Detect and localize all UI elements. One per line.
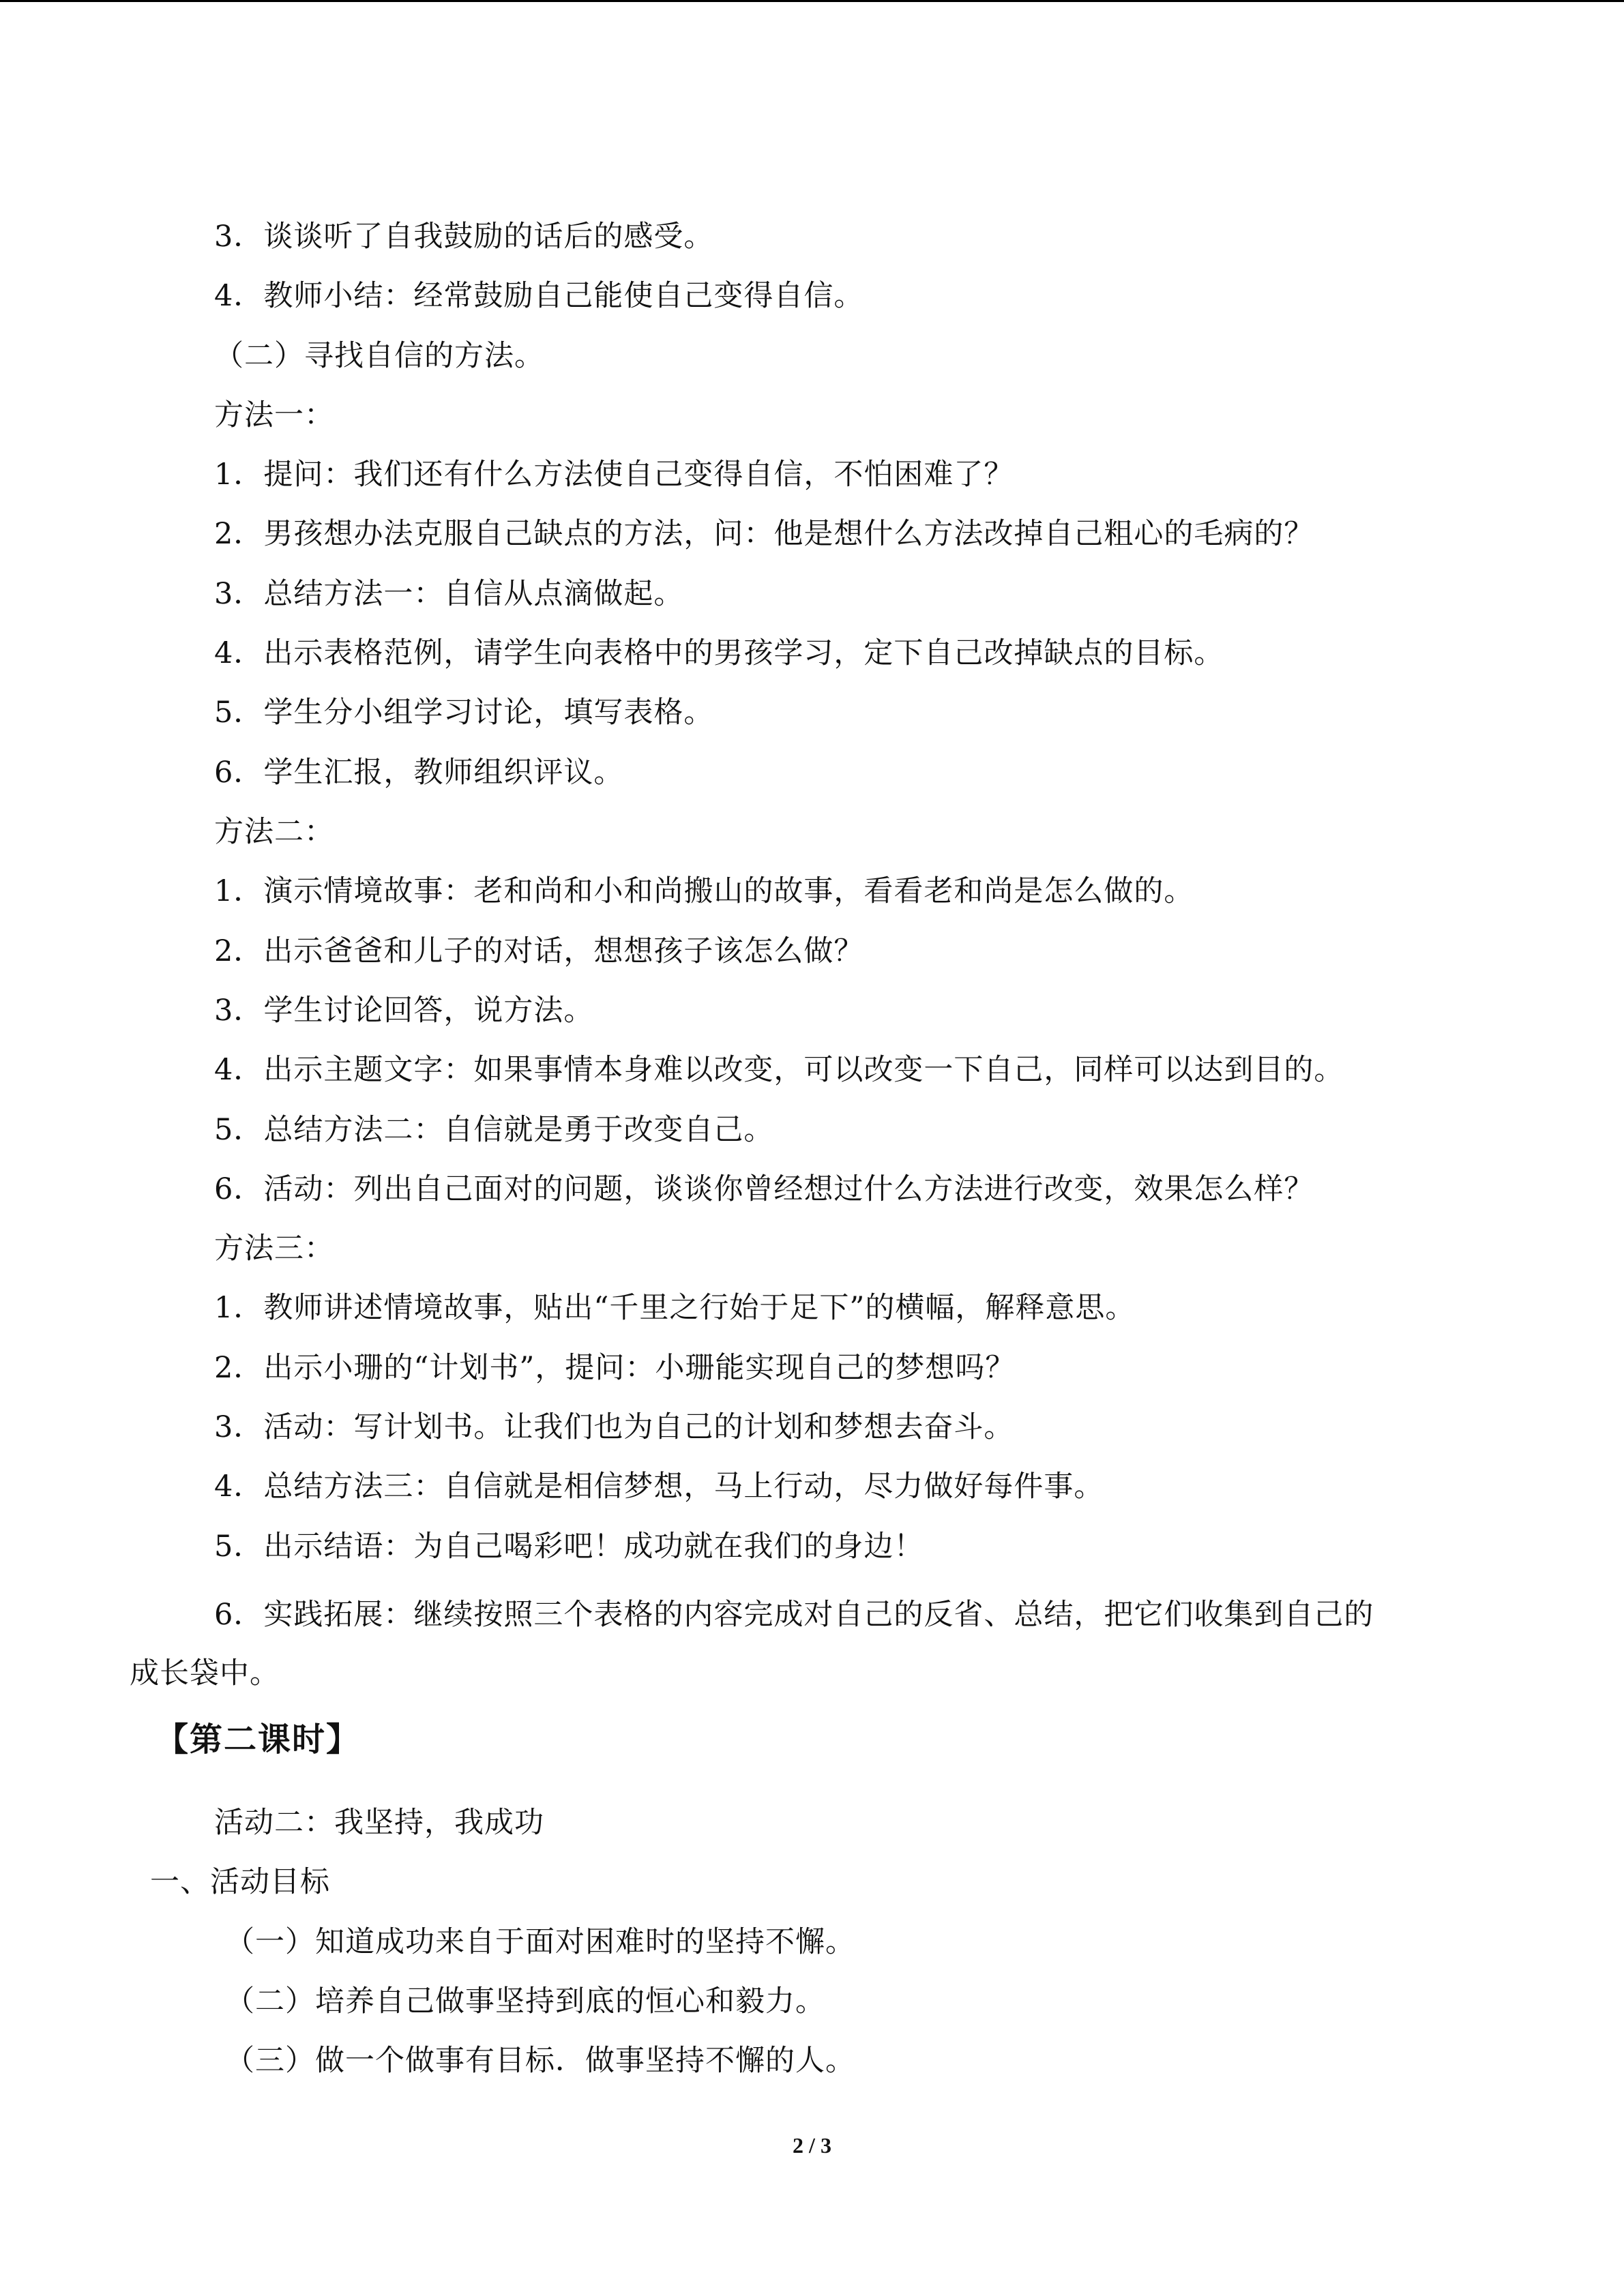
text-line: 6．活动：列出自己面对的问题，谈谈你曾经想过什么方法进行改变，效果怎么样？ (214, 1172, 1314, 1206)
goals-heading: 一、活动目标 (150, 1865, 330, 1899)
text-line: 3．活动：写计划书。让我们也为自己的计划和梦想去奋斗。 (214, 1410, 1014, 1444)
text-line: （二）寻找自信的方法。 (214, 339, 544, 373)
text-line: 2．男孩想办法克服自己缺点的方法，问：他是想什么方法改掉自己粗心的毛病的？ (214, 517, 1314, 551)
text-line: 6．学生汇报，教师组织评议。 (214, 756, 624, 790)
section-heading: 【第二课时】 (156, 1720, 361, 1759)
text-line: 成长袋中。 (130, 1656, 280, 1690)
goal-item: （二）培养自己做事坚持到底的恒心和毅力。 (225, 1984, 825, 2018)
text-line: 方法二： (214, 815, 334, 849)
text-line: 4．总结方法三：自信就是相信梦想，马上行动，尽力做好每件事。 (214, 1470, 1104, 1504)
text-line: 5．学生分小组学习讨论，填写表格。 (214, 696, 714, 730)
text-line: 2．出示小珊的“计划书”，提问：小珊能实现自己的梦想吗？ (214, 1351, 1016, 1385)
text-line: 1．教师讲述情境故事，贴出“千里之行始于足下”的横幅，解释意思。 (214, 1291, 1136, 1325)
text-line: 1．提问：我们还有什么方法使自己变得自信，不怕困难了？ (214, 458, 1014, 492)
page-number: 2 / 3 (793, 2133, 831, 2158)
text-line: 方法三： (214, 1232, 334, 1266)
text-line: 4．出示表格范例，请学生向表格中的男孩学习，定下自己改掉缺点的目标。 (214, 636, 1224, 670)
text-line: 4．教师小结：经常鼓励自己能使自己变得自信。 (214, 279, 864, 313)
text-line: 1．演示情境故事：老和尚和小和尚搬山的故事，看看老和尚是怎么做的。 (214, 874, 1194, 908)
goal-item: （三）做一个做事有目标．做事坚持不懈的人。 (225, 2044, 855, 2078)
text-line: 3．总结方法一：自信从点滴做起。 (214, 577, 684, 611)
goal-item: （一）知道成功来自于面对困难时的坚持不懈。 (225, 1925, 855, 1959)
text-line: 5．出示结语：为自己喝彩吧！成功就在我们的身边！ (214, 1530, 924, 1564)
text-line: 3．学生讨论回答，说方法。 (214, 994, 594, 1028)
text-line: 6．实践拓展：继续按照三个表格的内容完成对自己的反省、总结，把它们收集到自己的 (214, 1598, 1374, 1632)
activity-title: 活动二：我坚持，我成功 (214, 1806, 544, 1840)
top-border (0, 0, 1624, 2)
text-line: 3．谈谈听了自我鼓励的话后的感受。 (214, 220, 714, 254)
text-line: 4．出示主题文字：如果事情本身难以改变，可以改变一下自己，同样可以达到目的。 (214, 1053, 1344, 1087)
text-line: 方法一： (214, 398, 334, 432)
text-line: 5．总结方法二：自信就是勇于改变自己。 (214, 1113, 774, 1147)
text-line: 2．出示爸爸和儿子的对话，想想孩子该怎么做？ (214, 934, 864, 968)
